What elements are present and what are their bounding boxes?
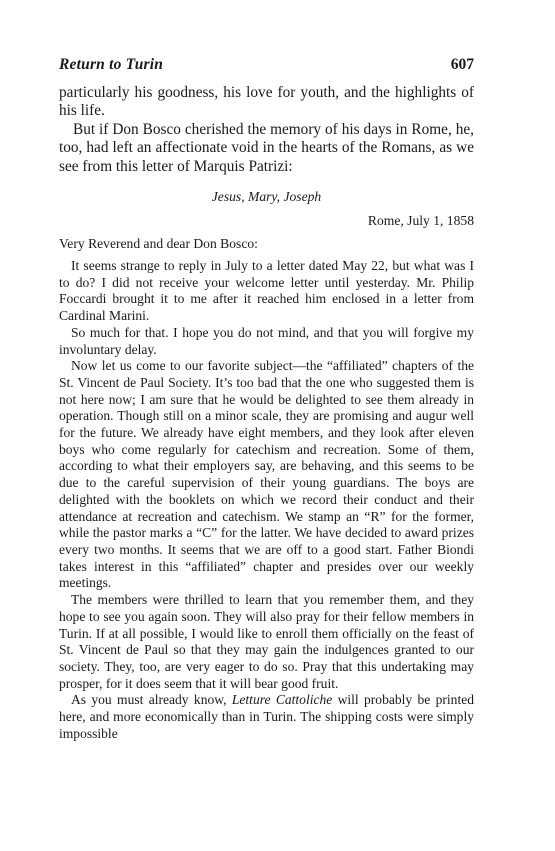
letter-dateline: Rome, July 1, 1858 [367, 213, 474, 229]
letter-greeting: Very Reverend and dear Don Bosco: [59, 236, 258, 252]
running-title: Return to Turin [59, 56, 164, 73]
letter-paragraph: So much for that. I hope you do not mind, and that you will forgive my involuntary delay. [59, 324, 474, 357]
letter-body [59, 258, 474, 742]
page-number: 607 [450, 56, 474, 73]
letter-paragraph: It seems strange to reply in July to a letter dated May 22, but what was I to do? I did not receive your welcome letter until yesterday. Mr. Philip Foccardi brought it to me after it reached him enclosed in a letter from Cardinal Marini. [59, 258, 474, 324]
text-after-title: will probably be printed here, and more economically than in Turin. The shipping costs were simply impossible [59, 692, 475, 741]
book-page [59, 56, 474, 742]
letter-invocation: Jesus, Mary, Joseph [211, 189, 322, 205]
publication-title: Letture Cattoliche [231, 692, 333, 708]
text-before-title: As you must already know, [71, 692, 232, 708]
letter-paragraph: The members were thrilled to learn that you remember them, and they hope to see you again soon. They will also pray for their fellow members in Turin. If at all possible, I would like to enroll them officially on the feast of St. Vincent de Paul so that they may gain the indulgences granted to our society. They, too, are very eager to do so. Pray that this undertaking may prosper, for it does seem that it will bear good fruit. [59, 592, 474, 691]
letter-paragraph: Now let us come to our favorite subject—the “affiliated” chapters of the St. Vincent de Paul Society. It’s too bad that the one who suggested them is not here now; I am sure that he would be delighted to see them already in operation. Though still on a minor scale, they are promising and augur well for the future. We already have eight members, and they look after eleven boys who come regularly for catechism and recreation. Some of them, according to what their employers say, are behaving, and this seems to be due to the careful supervision of their young guardians. The boys are delighted with the booklets on which we record their conduct and their attendance at recreation and catechism. We stamp an “R” for the former, while the pastor marks a “C” for the latter. We have decided to award prizes every two months. It seems that we are off to a good start. Father Biondi takes interest in this “affiliated” chapter and presides over our weekly meetings. [59, 358, 474, 591]
body-text [59, 84, 474, 176]
running-header [59, 56, 474, 84]
continuation-paragraph: particularly his goodness, his love for youth, and the highlights of his life. [59, 84, 474, 120]
intro-paragraph: But if Don Bosco cherished the memory of his days in Rome, he, too, had left an affectionate void in the hearts of the Romans, as we see from this letter of Marquis Patrizi: [59, 120, 474, 175]
letter-paragraph-last [59, 692, 474, 742]
